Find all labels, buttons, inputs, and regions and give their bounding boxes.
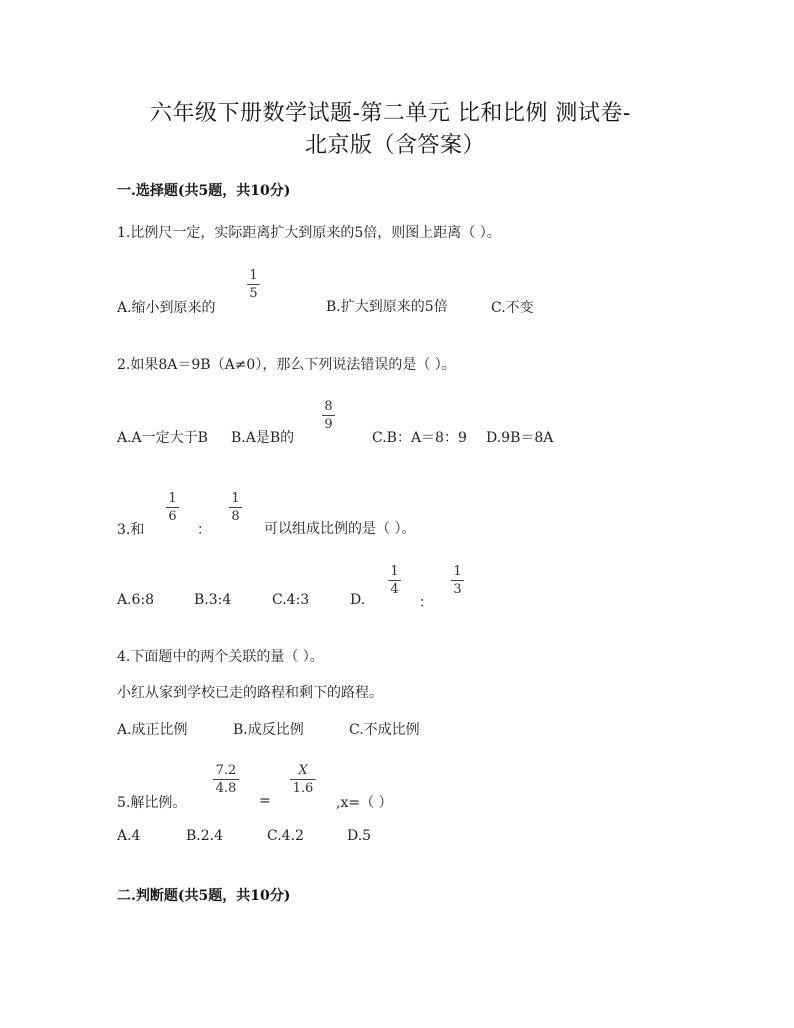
q5-fraction-1: [213, 763, 239, 796]
q4-option-c: C.不成比例: [349, 722, 420, 738]
fraction-bar: [213, 779, 239, 780]
q4-option-a: A.成正比例: [117, 722, 188, 738]
question-5-prefix: 5.解比例。: [117, 795, 187, 811]
q5-option-a: A.4: [117, 828, 141, 844]
question-4-stem: 4.下面题中的两个关联的量（ ）。: [117, 649, 324, 665]
fraction-denominator: 6: [168, 509, 177, 524]
section-heading-judgement: 二.判断题(共5题，共10分): [117, 888, 291, 904]
question-1-stem: 1.比例尺一定，实际距离扩大到原来的5倍，则图上距离（ ）。: [117, 225, 501, 241]
q5-option-b: B.2.4: [186, 828, 224, 844]
fraction-numerator: 1: [231, 491, 240, 506]
fraction-bar: [166, 507, 179, 508]
q3-option-d-fraction-2: [451, 564, 464, 597]
question-5-suffix: ,x=（ ）: [336, 795, 393, 811]
q3-option-b: B.3:4: [194, 592, 232, 608]
fraction-bar: [229, 507, 242, 508]
q1-option-a-fraction: [247, 268, 260, 301]
fraction-bar: [388, 580, 401, 581]
q2-option-b: B.A是B的: [231, 430, 295, 446]
q1-option-c: C.不变: [491, 300, 534, 316]
q2-option-b-fraction: [322, 399, 335, 432]
question-3-suffix: 可以组成比例的是（ ）。: [264, 521, 416, 537]
q2-option-d: D.9B＝8A: [486, 430, 554, 446]
q5-fraction-2: [290, 763, 316, 796]
fraction-denominator: 5: [249, 286, 258, 301]
q3-option-d-colon: ：: [419, 595, 433, 611]
fraction-numerator: 1: [453, 564, 462, 579]
fraction-bar: [451, 580, 464, 581]
fraction-denominator: 1.6: [292, 781, 314, 796]
q3-ratio-colon: ：: [197, 522, 211, 538]
question-3-prefix: 3.和: [117, 522, 145, 538]
q4-option-b: B.成反比例: [233, 722, 304, 738]
question-4-context: 小红从家到学校已走的路程和剩下的路程。: [117, 685, 383, 701]
question-2-stem: 2.如果8A＝9B（A≠0），那么下列说法错误的是（ ）。: [117, 357, 456, 373]
fraction-bar: [290, 779, 316, 780]
page-title-line2: 北京版（含答案）: [305, 133, 486, 158]
q3-option-d: D.: [350, 592, 366, 608]
q3-fraction-2: [229, 491, 242, 524]
q5-option-d: D.5: [347, 828, 372, 844]
q2-option-c: C.B：A＝8：9: [372, 430, 467, 446]
fraction-bar: [247, 284, 260, 285]
fraction-denominator: 9: [324, 417, 333, 432]
page-title-line1: 六年级下册数学试题-第二单元 比和比例 测试卷-: [150, 101, 631, 126]
fraction-numerator: 1: [249, 268, 258, 283]
q2-option-a: A.A一定大于B: [117, 430, 208, 446]
q3-option-a: A.6:8: [117, 592, 155, 608]
fraction-denominator: 4.8: [215, 781, 237, 796]
q3-option-c: C.4:3: [272, 592, 310, 608]
fraction-denominator: 3: [453, 582, 462, 597]
fraction-denominator: 8: [231, 509, 240, 524]
q1-option-b: B.扩大到原来的5倍: [326, 299, 448, 315]
fraction-numerator: 1: [390, 564, 399, 579]
q3-option-d-fraction-1: [388, 564, 401, 597]
section-heading-choice: 一.选择题(共5题，共10分): [117, 183, 291, 199]
q1-option-a: A.缩小到原来的: [117, 300, 216, 316]
fraction-numerator: 8: [324, 399, 333, 414]
q3-fraction-1: [166, 491, 179, 524]
fraction-numerator: 7.2: [215, 763, 237, 778]
fraction-bar: [322, 415, 335, 416]
q5-option-c: C.4.2: [267, 828, 304, 844]
fraction-denominator: 4: [390, 582, 399, 597]
fraction-numerator: 1: [168, 491, 177, 506]
q5-equals-sign: =: [259, 793, 271, 809]
fraction-numerator: X: [298, 763, 308, 778]
